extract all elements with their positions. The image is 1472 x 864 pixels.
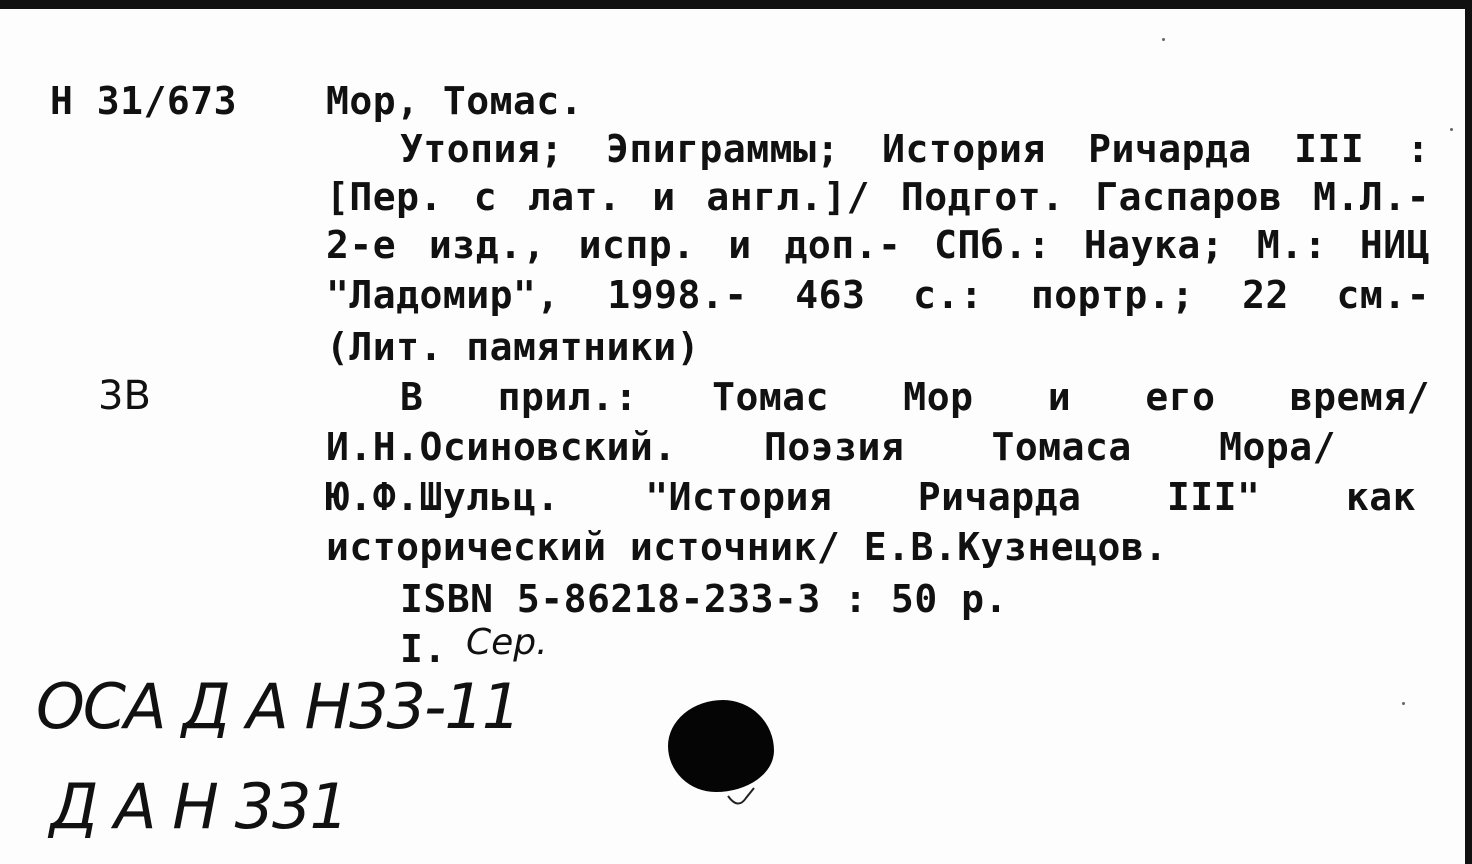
scan-speck <box>1450 128 1453 131</box>
card-right-edge <box>1465 0 1472 864</box>
entry-line: 2-е изд., испр. и доп.- СПб.: Наука; М.: НИЦ <box>326 223 1430 267</box>
call-number: Н 31/673 <box>50 79 238 123</box>
scan-speck <box>1162 38 1165 41</box>
ink-blot <box>668 700 774 792</box>
entry-line: [Пер. с лат. и англ.]/ Подгот. Гаспаров М.Л.- <box>326 175 1430 219</box>
appendix-line: И.Н.Осиновский. Поэзия Томаса Мора/ <box>326 425 1336 469</box>
author-heading: Мор, Томас. <box>326 79 584 123</box>
appendix-line: Ю.Ф.Шульц. "История Ричарда III" как <box>326 475 1416 519</box>
appendix-line: исторический источник/ Е.В.Кузнецов. <box>326 525 1168 569</box>
series-line: (Лит. памятники) <box>326 325 701 369</box>
side-mark: 3В <box>98 373 151 419</box>
appendix-line: В прил.: Томас Мор и его время/ <box>400 375 1430 419</box>
title-line: Утопия; Эпиграммы; История Ричарда III : <box>400 127 1430 171</box>
isbn-line: ISBN 5-86218-233-3 : 50 р. <box>400 577 1008 621</box>
handwritten-shelf-mark-1: ОСА Д А Н33-11 <box>36 670 520 743</box>
scan-speck <box>1402 702 1405 705</box>
tracing-line: I. <box>400 627 447 671</box>
handwritten-series-note: Сер. <box>466 622 548 663</box>
entry-line: "Ладомир", 1998.- 463 с.: портр.; 22 см.- <box>326 273 1430 317</box>
handwritten-shelf-mark-2: Д А Н 331 <box>50 770 347 843</box>
ink-blot-tail <box>724 782 764 812</box>
card-top-edge <box>0 0 1472 9</box>
